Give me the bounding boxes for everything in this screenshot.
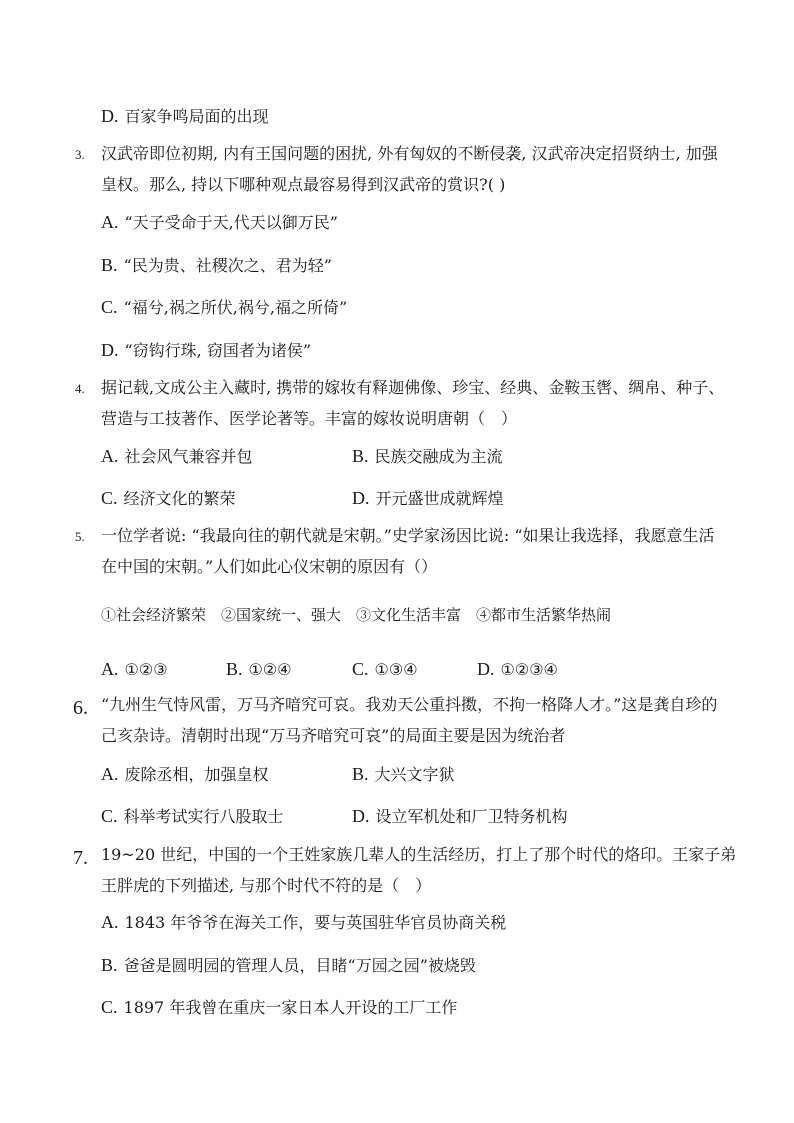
question-stem: 皇权。那么, 持以下哪种观点最容易得到汉武帝的赏识?( ) bbox=[101, 175, 506, 194]
question-stem: 王胖虎的下列描述, 与那个时代不符的是（ ） bbox=[101, 876, 432, 895]
question-stem: 汉武帝即位初期, 内有王国问题的困扰, 外有匈奴的不断侵袭, 汉武帝决定招贤纳士, 加强 bbox=[101, 144, 718, 163]
option-text: 设立军机处和厂卫特务机构 bbox=[375, 807, 568, 826]
question-number: 3. bbox=[75, 147, 85, 162]
option-text: 经济文化的繁荣 bbox=[123, 489, 236, 508]
option-letter: A. bbox=[101, 446, 119, 466]
option-d bbox=[101, 105, 269, 128]
question-number: 5. bbox=[75, 529, 85, 544]
question-stem: 19~20 世纪，中国的一个王姓家族几辈人的生活经历，打上了那个时代的烙印。王家子弟 bbox=[101, 845, 737, 864]
option-text: ①②③ bbox=[124, 660, 168, 679]
option-text: 爸爸是圆明园的管理人员，目睹“万园之园”被烧毁 bbox=[123, 956, 476, 975]
option-letter: B. bbox=[352, 764, 369, 784]
option-text: 民族交融成为主流 bbox=[374, 447, 503, 466]
option-letter: C. bbox=[101, 997, 118, 1017]
option-c bbox=[101, 805, 284, 828]
option-b bbox=[352, 445, 503, 468]
option-b bbox=[101, 254, 332, 277]
option-a bbox=[101, 445, 253, 468]
option-letter: C. bbox=[101, 297, 118, 317]
option-d bbox=[352, 805, 568, 828]
option-letter: D. bbox=[352, 806, 370, 826]
option-b bbox=[101, 954, 476, 977]
option-letter: C. bbox=[101, 806, 118, 826]
option-text: 社会风气兼容并包 bbox=[124, 447, 253, 466]
option-text: 废除丞相，加强皇权 bbox=[124, 765, 269, 784]
option-c bbox=[101, 996, 457, 1019]
option-letter: A. bbox=[101, 912, 119, 932]
option-letter: C. bbox=[352, 659, 369, 679]
option-b bbox=[352, 763, 455, 786]
option-letter: B. bbox=[101, 255, 118, 275]
option-d bbox=[352, 487, 504, 510]
option-text: ①②③④ bbox=[500, 660, 558, 679]
option-text: 1843 年爷爷在海关工作，要与英国驻华官员协商关税 bbox=[124, 913, 507, 932]
question-number: 4. bbox=[75, 381, 85, 396]
option-c bbox=[101, 296, 347, 319]
option-d bbox=[477, 658, 558, 681]
option-a bbox=[101, 658, 168, 681]
option-letter: B. bbox=[101, 955, 118, 975]
option-letter: A. bbox=[101, 659, 119, 679]
question-stem: 己亥杂诗。清朝时出现“万马齐喑究可哀”的局面主要是因为统治者 bbox=[101, 726, 566, 745]
option-letter: D. bbox=[101, 106, 119, 126]
question-stem: 营造与工技著作、医学论著等。丰富的嫁妆说明唐朝（ ） bbox=[101, 409, 518, 428]
option-text: ①②④ bbox=[248, 660, 292, 679]
option-text: “民为贵、社稷次之、君为轻” bbox=[123, 256, 332, 275]
option-a bbox=[101, 911, 506, 934]
option-text: “窃钩行珠, 窃国者为诸侯” bbox=[124, 341, 312, 360]
question-items: ①社会经济繁荣 ②国家统一、强大 ③文化生活丰富 ④都市生活繁华热闹 bbox=[101, 606, 612, 624]
option-letter: D. bbox=[352, 488, 370, 508]
option-letter: B. bbox=[226, 659, 243, 679]
option-text: 开元盛世成就辉煌 bbox=[375, 489, 504, 508]
question-stem: 在中国的宋朝。”人们如此心仪宋朝的原因有（） bbox=[101, 557, 438, 576]
option-a bbox=[101, 763, 269, 786]
question-stem: 据记载,文成公主入藏时, 携带的嫁妆有释迦佛像、珍宝、经典、金鞍玉辔、绸帛、种子、 bbox=[101, 378, 725, 397]
question-stem: 一位学者说: “我最向往的朝代就是宋朝。”史学家汤因比说: “如果让我选择，我愿意生活 bbox=[101, 526, 715, 545]
option-text: 科举考试实行八股取士 bbox=[123, 807, 284, 826]
option-a bbox=[101, 211, 338, 234]
question-stem: “九州生气恃风雷，万马齐喑究可哀。我劝天公重抖擞，不拘一格降人才。”这是龚自珍的 bbox=[101, 695, 718, 714]
option-letter: A. bbox=[101, 764, 119, 784]
option-c bbox=[101, 487, 236, 510]
option-letter: D. bbox=[477, 659, 495, 679]
option-letter: C. bbox=[101, 488, 118, 508]
option-text: “福兮,祸之所伏,祸兮,福之所倚” bbox=[123, 298, 348, 317]
option-text: ①③④ bbox=[374, 660, 418, 679]
option-text: 百家争鸣局面的出现 bbox=[124, 107, 269, 126]
question-number: 7. bbox=[73, 847, 88, 869]
option-text: 大兴文字狱 bbox=[374, 765, 455, 784]
option-text: 1897 年我曾在重庆一家日本人开设的工厂工作 bbox=[123, 998, 458, 1017]
option-c bbox=[352, 658, 418, 681]
option-text: “天子受命于天,代天以御万民” bbox=[124, 213, 338, 232]
option-letter: D. bbox=[101, 340, 119, 360]
option-letter: A. bbox=[101, 212, 119, 232]
question-number: 6. bbox=[73, 697, 88, 719]
option-b bbox=[226, 658, 292, 681]
option-letter: B. bbox=[352, 446, 369, 466]
option-d bbox=[101, 339, 311, 362]
